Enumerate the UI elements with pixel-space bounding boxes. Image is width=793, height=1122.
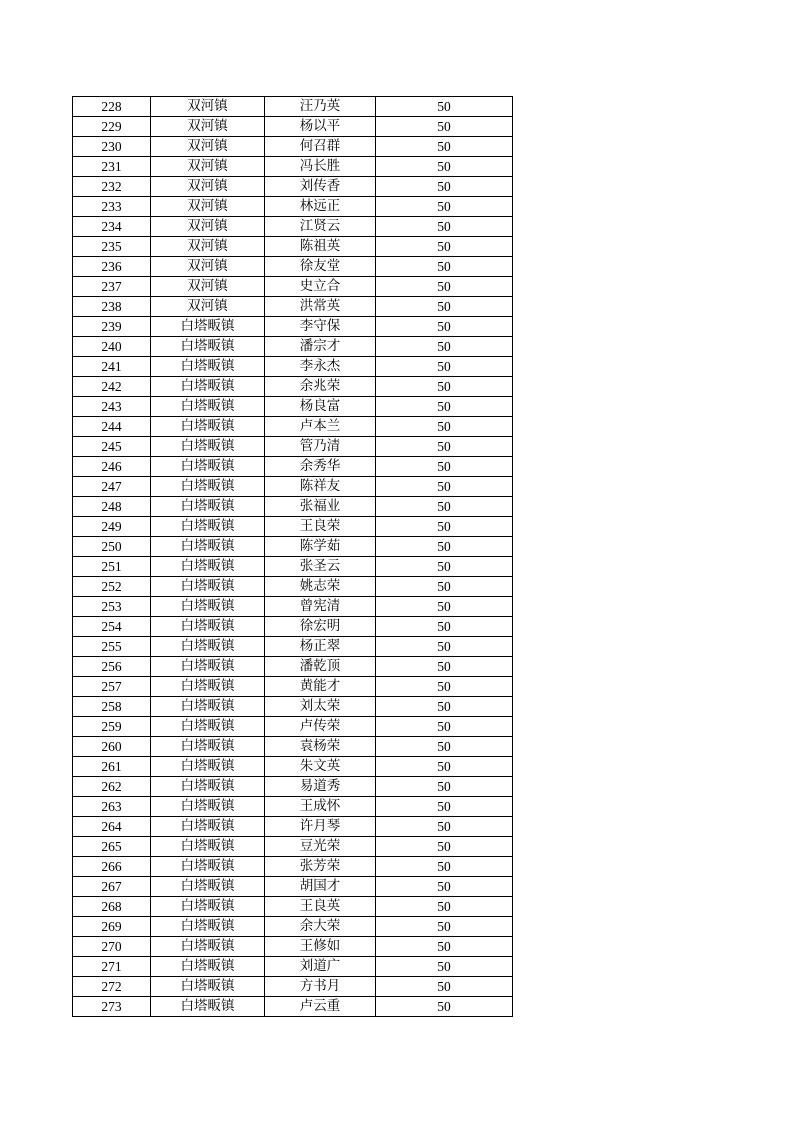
- row-number-cell: 251: [73, 557, 151, 577]
- amount-cell: 50: [376, 537, 513, 557]
- row-number-cell: 234: [73, 217, 151, 237]
- roster-table-body: [73, 97, 513, 1017]
- table-row: [73, 697, 513, 717]
- town-cell: 双河镇: [151, 177, 265, 197]
- person-name-cell: 潘乾顶: [265, 657, 376, 677]
- table-row: [73, 337, 513, 357]
- table-row: [73, 777, 513, 797]
- town-cell: 白塔畈镇: [151, 357, 265, 377]
- table-row: [73, 857, 513, 877]
- amount-cell: 50: [376, 117, 513, 137]
- table-row: [73, 97, 513, 117]
- table-row: [73, 357, 513, 377]
- row-number-cell: 245: [73, 437, 151, 457]
- table-row: [73, 797, 513, 817]
- row-number-cell: 248: [73, 497, 151, 517]
- person-name-cell: 汪乃英: [265, 97, 376, 117]
- amount-cell: 50: [376, 597, 513, 617]
- town-cell: 白塔畈镇: [151, 537, 265, 557]
- amount-cell: 50: [376, 257, 513, 277]
- person-name-cell: 李守保: [265, 317, 376, 337]
- town-cell: 白塔畈镇: [151, 857, 265, 877]
- row-number-cell: 265: [73, 837, 151, 857]
- table-row: [73, 957, 513, 977]
- table-row: [73, 817, 513, 837]
- table-row: [73, 737, 513, 757]
- person-name-cell: 杨正翠: [265, 637, 376, 657]
- person-name-cell: 江贤云: [265, 217, 376, 237]
- table-row: [73, 637, 513, 657]
- person-name-cell: 洪常英: [265, 297, 376, 317]
- town-cell: 白塔畈镇: [151, 757, 265, 777]
- person-name-cell: 史立合: [265, 277, 376, 297]
- person-name-cell: 曾宪清: [265, 597, 376, 617]
- roster-table: [72, 96, 513, 1017]
- table-row: [73, 237, 513, 257]
- table-row: [73, 437, 513, 457]
- town-cell: 白塔畈镇: [151, 917, 265, 937]
- amount-cell: 50: [376, 497, 513, 517]
- row-number-cell: 246: [73, 457, 151, 477]
- row-number-cell: 261: [73, 757, 151, 777]
- amount-cell: 50: [376, 877, 513, 897]
- person-name-cell: 黄能才: [265, 677, 376, 697]
- row-number-cell: 266: [73, 857, 151, 877]
- amount-cell: 50: [376, 377, 513, 397]
- town-cell: 白塔畈镇: [151, 637, 265, 657]
- town-cell: 白塔畈镇: [151, 697, 265, 717]
- town-cell: 白塔畈镇: [151, 517, 265, 537]
- row-number-cell: 269: [73, 917, 151, 937]
- town-cell: 白塔畈镇: [151, 617, 265, 637]
- amount-cell: 50: [376, 957, 513, 977]
- table-row: [73, 657, 513, 677]
- amount-cell: 50: [376, 457, 513, 477]
- table-row: [73, 417, 513, 437]
- table-row: [73, 937, 513, 957]
- person-name-cell: 李永杰: [265, 357, 376, 377]
- person-name-cell: 管乃清: [265, 437, 376, 457]
- town-cell: 白塔畈镇: [151, 377, 265, 397]
- row-number-cell: 250: [73, 537, 151, 557]
- amount-cell: 50: [376, 217, 513, 237]
- row-number-cell: 268: [73, 897, 151, 917]
- table-row: [73, 497, 513, 517]
- amount-cell: 50: [376, 897, 513, 917]
- person-name-cell: 卢本兰: [265, 417, 376, 437]
- amount-cell: 50: [376, 557, 513, 577]
- town-cell: 白塔畈镇: [151, 977, 265, 997]
- amount-cell: 50: [376, 477, 513, 497]
- town-cell: 白塔畈镇: [151, 577, 265, 597]
- person-name-cell: 袁杨荣: [265, 737, 376, 757]
- town-cell: 白塔畈镇: [151, 477, 265, 497]
- person-name-cell: 许月琴: [265, 817, 376, 837]
- table-row: [73, 517, 513, 537]
- table-row: [73, 597, 513, 617]
- person-name-cell: 杨良富: [265, 397, 376, 417]
- row-number-cell: 230: [73, 137, 151, 157]
- row-number-cell: 249: [73, 517, 151, 537]
- person-name-cell: 易道秀: [265, 777, 376, 797]
- row-number-cell: 239: [73, 317, 151, 337]
- person-name-cell: 陈祖英: [265, 237, 376, 257]
- amount-cell: 50: [376, 777, 513, 797]
- town-cell: 白塔畈镇: [151, 837, 265, 857]
- person-name-cell: 朱文英: [265, 757, 376, 777]
- person-name-cell: 王成怀: [265, 797, 376, 817]
- person-name-cell: 杨以平: [265, 117, 376, 137]
- amount-cell: 50: [376, 617, 513, 637]
- person-name-cell: 刘太荣: [265, 697, 376, 717]
- amount-cell: 50: [376, 397, 513, 417]
- amount-cell: 50: [376, 417, 513, 437]
- row-number-cell: 257: [73, 677, 151, 697]
- table-row: [73, 757, 513, 777]
- table-row: [73, 877, 513, 897]
- amount-cell: 50: [376, 937, 513, 957]
- table-row: [73, 397, 513, 417]
- town-cell: 白塔畈镇: [151, 677, 265, 697]
- town-cell: 白塔畈镇: [151, 777, 265, 797]
- town-cell: 双河镇: [151, 97, 265, 117]
- town-cell: 双河镇: [151, 137, 265, 157]
- town-cell: 白塔畈镇: [151, 797, 265, 817]
- row-number-cell: 259: [73, 717, 151, 737]
- town-cell: 白塔畈镇: [151, 957, 265, 977]
- person-name-cell: 王良荣: [265, 517, 376, 537]
- row-number-cell: 273: [73, 997, 151, 1017]
- amount-cell: 50: [376, 637, 513, 657]
- amount-cell: 50: [376, 317, 513, 337]
- row-number-cell: 253: [73, 597, 151, 617]
- person-name-cell: 胡国才: [265, 877, 376, 897]
- amount-cell: 50: [376, 337, 513, 357]
- amount-cell: 50: [376, 917, 513, 937]
- amount-cell: 50: [376, 137, 513, 157]
- person-name-cell: 余兆荣: [265, 377, 376, 397]
- amount-cell: 50: [376, 577, 513, 597]
- amount-cell: 50: [376, 997, 513, 1017]
- person-name-cell: 徐友堂: [265, 257, 376, 277]
- row-number-cell: 264: [73, 817, 151, 837]
- person-name-cell: 刘道广: [265, 957, 376, 977]
- town-cell: 白塔畈镇: [151, 717, 265, 737]
- table-row: [73, 997, 513, 1017]
- person-name-cell: 张圣云: [265, 557, 376, 577]
- table-row: [73, 617, 513, 637]
- town-cell: 白塔畈镇: [151, 877, 265, 897]
- row-number-cell: 243: [73, 397, 151, 417]
- table-row: [73, 137, 513, 157]
- town-cell: 双河镇: [151, 257, 265, 277]
- person-name-cell: 余大荣: [265, 917, 376, 937]
- amount-cell: 50: [376, 197, 513, 217]
- row-number-cell: 270: [73, 937, 151, 957]
- town-cell: 白塔畈镇: [151, 417, 265, 437]
- row-number-cell: 263: [73, 797, 151, 817]
- town-cell: 白塔畈镇: [151, 497, 265, 517]
- row-number-cell: 229: [73, 117, 151, 137]
- town-cell: 白塔畈镇: [151, 317, 265, 337]
- amount-cell: 50: [376, 277, 513, 297]
- row-number-cell: 244: [73, 417, 151, 437]
- table-row: [73, 977, 513, 997]
- table-row: [73, 477, 513, 497]
- row-number-cell: 255: [73, 637, 151, 657]
- town-cell: 白塔畈镇: [151, 397, 265, 417]
- amount-cell: 50: [376, 97, 513, 117]
- row-number-cell: 232: [73, 177, 151, 197]
- row-number-cell: 231: [73, 157, 151, 177]
- person-name-cell: 王修如: [265, 937, 376, 957]
- row-number-cell: 256: [73, 657, 151, 677]
- row-number-cell: 236: [73, 257, 151, 277]
- person-name-cell: 卢云重: [265, 997, 376, 1017]
- person-name-cell: 余秀华: [265, 457, 376, 477]
- amount-cell: 50: [376, 237, 513, 257]
- person-name-cell: 何召群: [265, 137, 376, 157]
- row-number-cell: 240: [73, 337, 151, 357]
- table-row: [73, 277, 513, 297]
- row-number-cell: 238: [73, 297, 151, 317]
- town-cell: 双河镇: [151, 217, 265, 237]
- amount-cell: 50: [376, 717, 513, 737]
- person-name-cell: 姚志荣: [265, 577, 376, 597]
- table-row: [73, 377, 513, 397]
- amount-cell: 50: [376, 797, 513, 817]
- table-row: [73, 297, 513, 317]
- table-row: [73, 837, 513, 857]
- town-cell: 白塔畈镇: [151, 937, 265, 957]
- amount-cell: 50: [376, 177, 513, 197]
- table-row: [73, 157, 513, 177]
- amount-cell: 50: [376, 437, 513, 457]
- town-cell: 白塔畈镇: [151, 557, 265, 577]
- row-number-cell: 260: [73, 737, 151, 757]
- amount-cell: 50: [376, 517, 513, 537]
- table-row: [73, 537, 513, 557]
- table-row: [73, 717, 513, 737]
- amount-cell: 50: [376, 357, 513, 377]
- row-number-cell: 241: [73, 357, 151, 377]
- person-name-cell: 方书月: [265, 977, 376, 997]
- town-cell: 双河镇: [151, 197, 265, 217]
- row-number-cell: 228: [73, 97, 151, 117]
- table-row: [73, 677, 513, 697]
- town-cell: 白塔畈镇: [151, 437, 265, 457]
- row-number-cell: 272: [73, 977, 151, 997]
- person-name-cell: 刘传香: [265, 177, 376, 197]
- row-number-cell: 247: [73, 477, 151, 497]
- person-name-cell: 潘宗才: [265, 337, 376, 357]
- amount-cell: 50: [376, 677, 513, 697]
- amount-cell: 50: [376, 857, 513, 877]
- town-cell: 白塔畈镇: [151, 657, 265, 677]
- table-row: [73, 917, 513, 937]
- person-name-cell: 卢传荣: [265, 717, 376, 737]
- person-name-cell: 陈学茹: [265, 537, 376, 557]
- table-row: [73, 897, 513, 917]
- amount-cell: 50: [376, 737, 513, 757]
- person-name-cell: 豆光荣: [265, 837, 376, 857]
- row-number-cell: 242: [73, 377, 151, 397]
- table-row: [73, 217, 513, 237]
- row-number-cell: 258: [73, 697, 151, 717]
- town-cell: 双河镇: [151, 117, 265, 137]
- table-row: [73, 577, 513, 597]
- row-number-cell: 233: [73, 197, 151, 217]
- person-name-cell: 王良英: [265, 897, 376, 917]
- row-number-cell: 262: [73, 777, 151, 797]
- town-cell: 白塔畈镇: [151, 337, 265, 357]
- town-cell: 白塔畈镇: [151, 997, 265, 1017]
- amount-cell: 50: [376, 657, 513, 677]
- row-number-cell: 237: [73, 277, 151, 297]
- row-number-cell: 235: [73, 237, 151, 257]
- table-row: [73, 457, 513, 477]
- town-cell: 双河镇: [151, 237, 265, 257]
- amount-cell: 50: [376, 817, 513, 837]
- amount-cell: 50: [376, 977, 513, 997]
- town-cell: 双河镇: [151, 157, 265, 177]
- town-cell: 白塔畈镇: [151, 737, 265, 757]
- row-number-cell: 267: [73, 877, 151, 897]
- person-name-cell: 冯长胜: [265, 157, 376, 177]
- town-cell: 白塔畈镇: [151, 817, 265, 837]
- town-cell: 双河镇: [151, 277, 265, 297]
- amount-cell: 50: [376, 757, 513, 777]
- row-number-cell: 271: [73, 957, 151, 977]
- table-row: [73, 177, 513, 197]
- table-row: [73, 317, 513, 337]
- table-row: [73, 257, 513, 277]
- town-cell: 白塔畈镇: [151, 457, 265, 477]
- row-number-cell: 254: [73, 617, 151, 637]
- person-name-cell: 徐宏明: [265, 617, 376, 637]
- table-row: [73, 557, 513, 577]
- town-cell: 双河镇: [151, 297, 265, 317]
- person-name-cell: 陈祥友: [265, 477, 376, 497]
- table-row: [73, 117, 513, 137]
- table-row: [73, 197, 513, 217]
- amount-cell: 50: [376, 157, 513, 177]
- amount-cell: 50: [376, 697, 513, 717]
- amount-cell: 50: [376, 837, 513, 857]
- town-cell: 白塔畈镇: [151, 597, 265, 617]
- amount-cell: 50: [376, 297, 513, 317]
- row-number-cell: 252: [73, 577, 151, 597]
- town-cell: 白塔畈镇: [151, 897, 265, 917]
- person-name-cell: 林远正: [265, 197, 376, 217]
- person-name-cell: 张福业: [265, 497, 376, 517]
- person-name-cell: 张芳荣: [265, 857, 376, 877]
